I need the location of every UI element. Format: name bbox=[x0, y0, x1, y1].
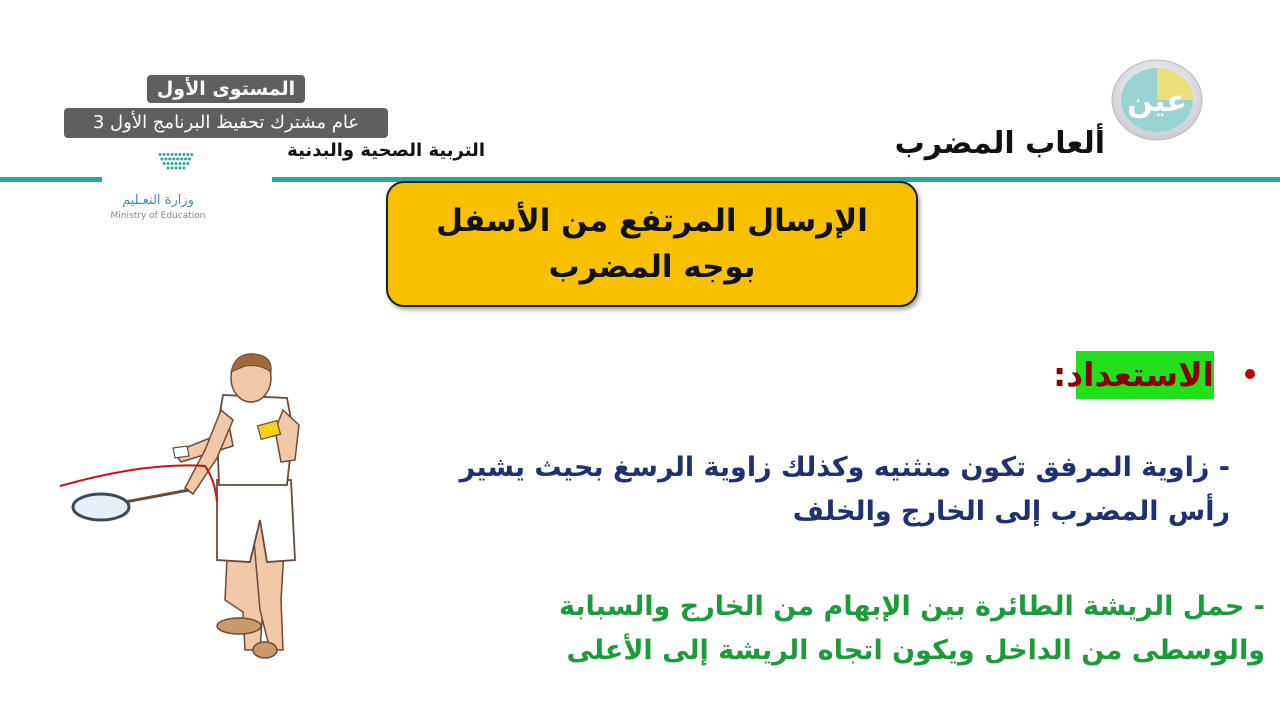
ministry-name-english: Ministry of Education bbox=[110, 211, 206, 221]
instruction-point-2: - حمل الريشة الطائرة بين الإبهام من الخارج والسبابة والوسطى من الداخل ويكون اتجاه الريشة إلى الأعلى bbox=[559, 591, 1265, 666]
level-badge: المستوى الأول bbox=[147, 75, 305, 103]
lesson-title: ألعاب المضرب bbox=[894, 126, 1105, 161]
slide-title-box bbox=[386, 181, 918, 307]
slide-title: الإرسال المرتفع من الأسفل بوجه المضرب bbox=[436, 203, 868, 285]
badminton-player-icon bbox=[55, 350, 315, 670]
ein-channel-logo-icon bbox=[1110, 58, 1204, 142]
channel-logo-text: عين bbox=[1127, 84, 1187, 119]
instruction-point-1: - زاوية المرفق تكون منثنيه وكذلك زاوية الرسغ بحيث يشير رأس المضرب إلى الخارج والخلف bbox=[459, 452, 1230, 527]
subject-label: التربية الصحية والبدنية bbox=[287, 140, 485, 161]
ministry-name-arabic: وزارة التعـليم bbox=[122, 193, 194, 208]
section-heading: الاستعداد: bbox=[1076, 351, 1214, 399]
ministry-logo-icon bbox=[108, 150, 218, 195]
program-badge: عام مشترك تحفيظ البرنامج الأول 3 bbox=[64, 108, 388, 138]
bullet-dot bbox=[1245, 369, 1255, 379]
